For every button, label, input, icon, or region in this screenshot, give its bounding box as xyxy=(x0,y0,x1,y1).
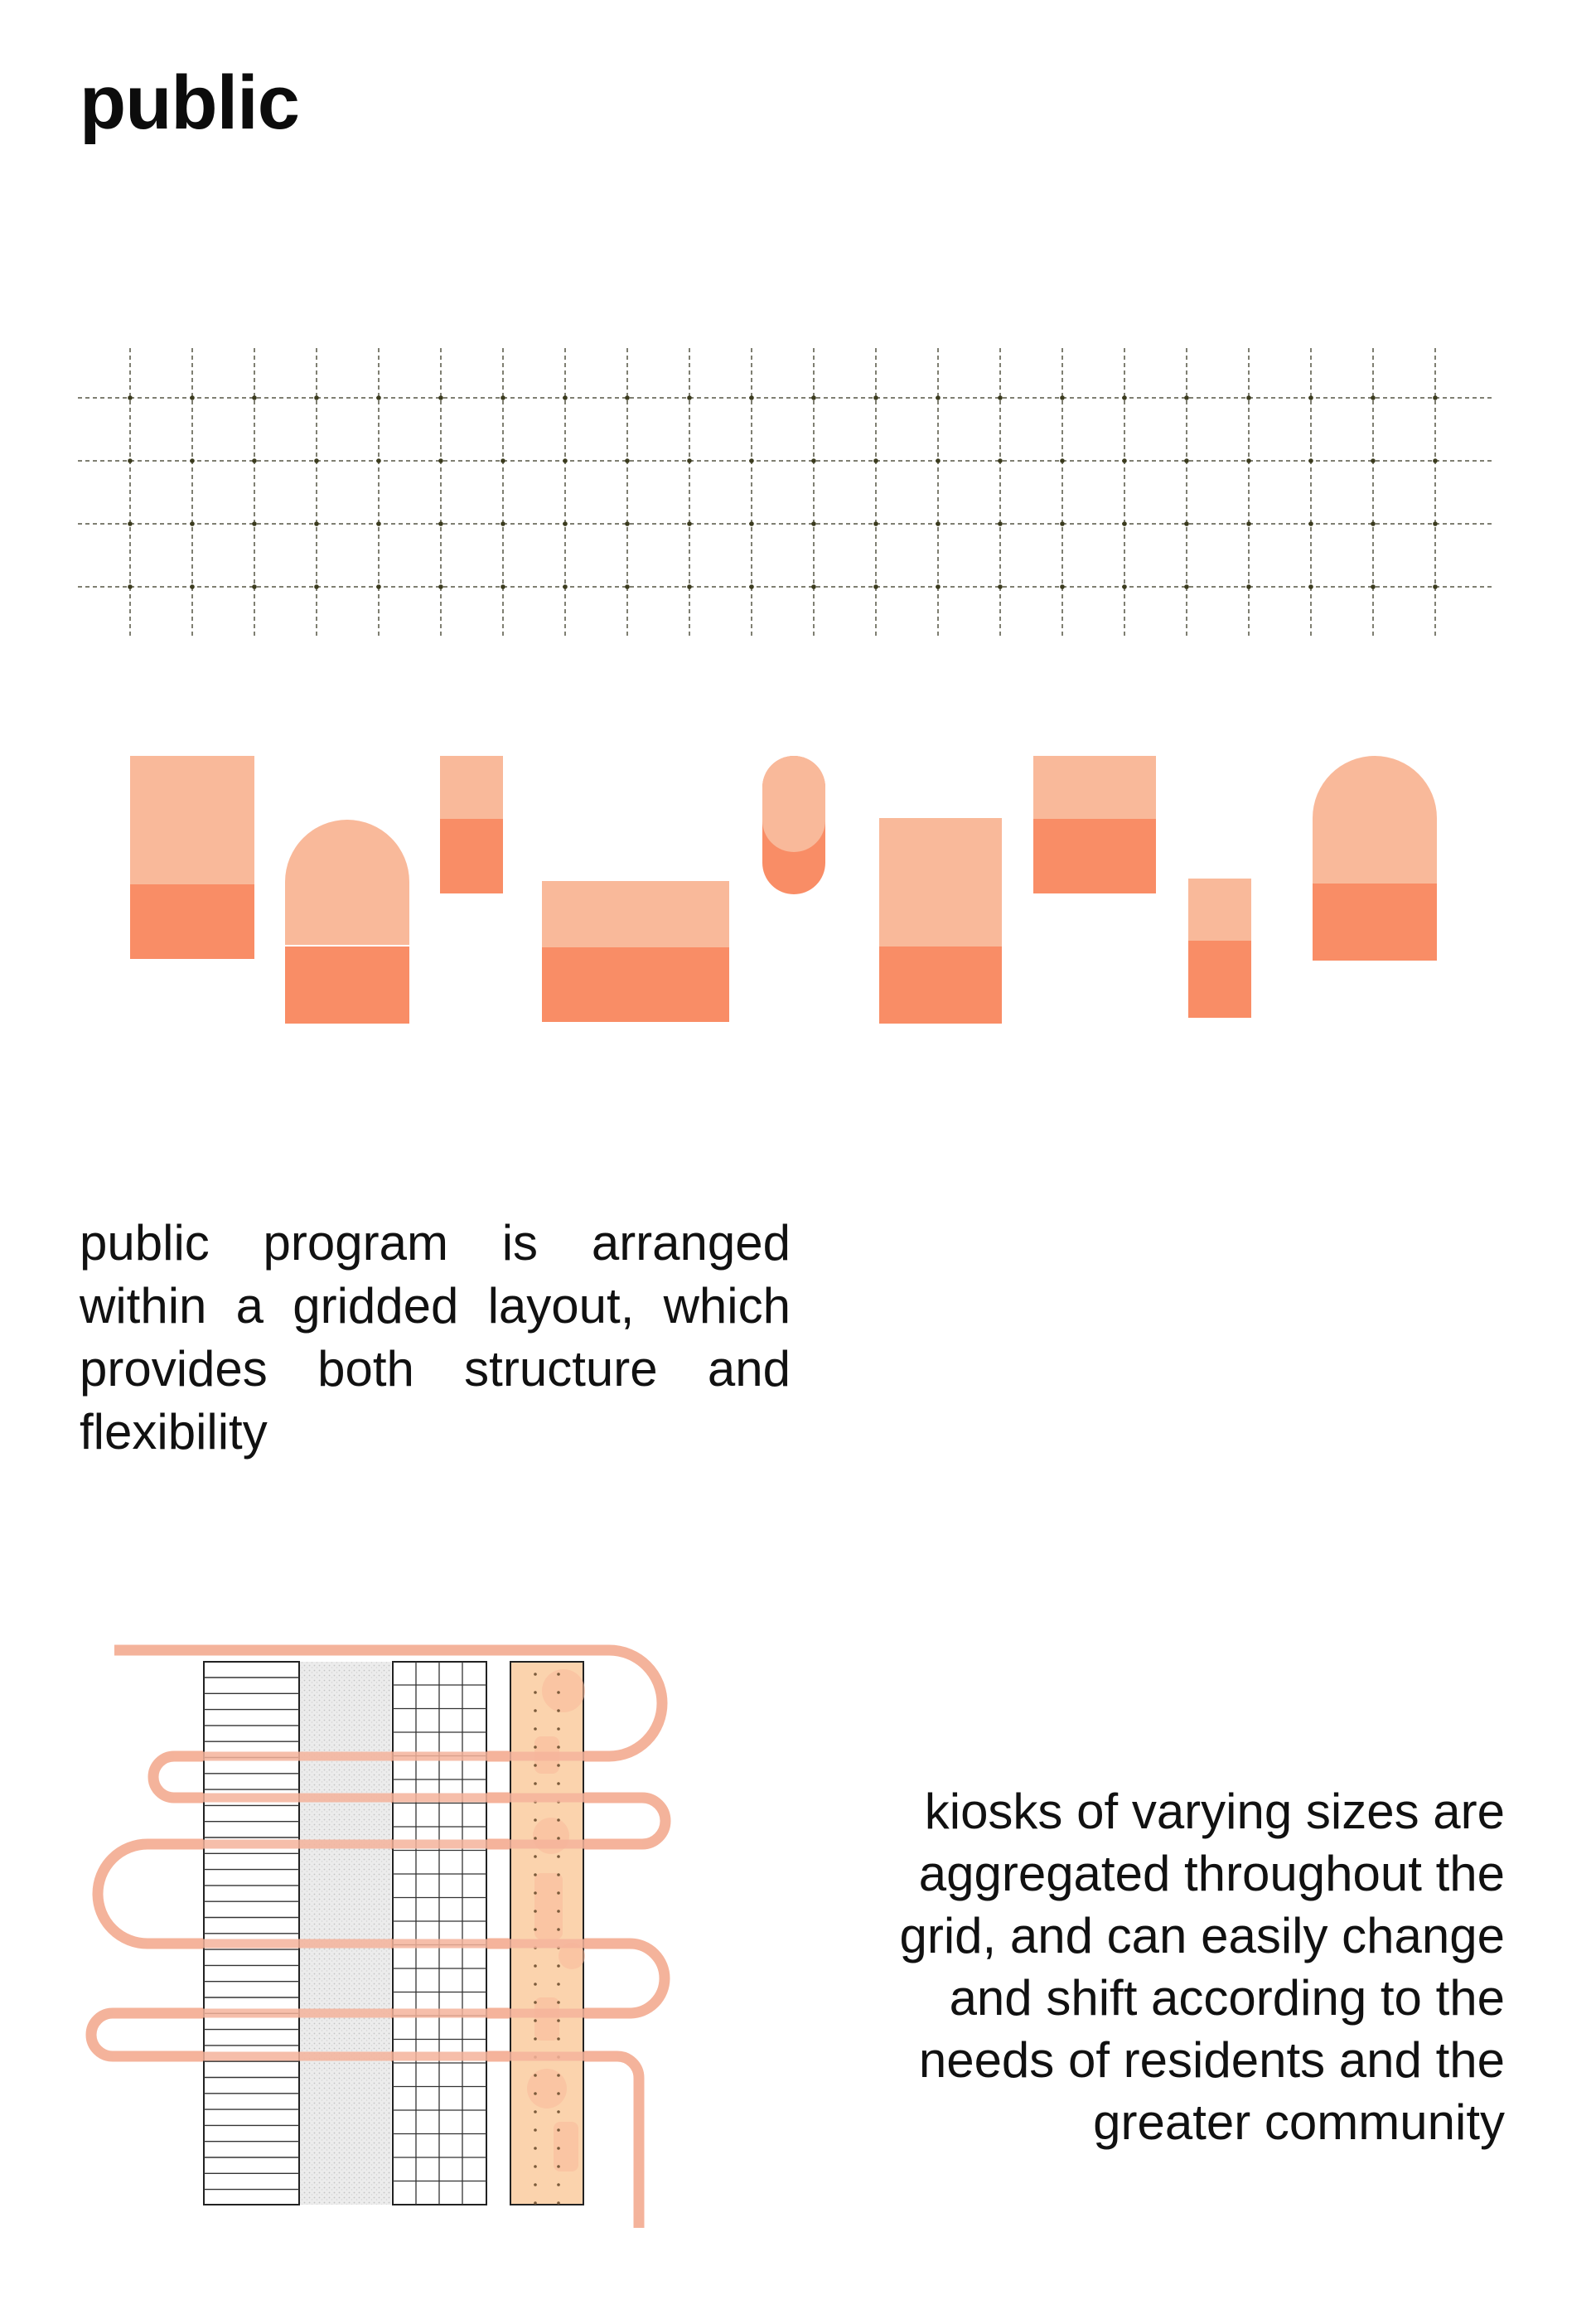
kiosk-8 xyxy=(1188,879,1251,1018)
grid-node xyxy=(687,458,692,463)
strip-fine-grid xyxy=(393,1662,486,2205)
grid-node xyxy=(128,521,133,526)
grid-node xyxy=(1371,584,1376,589)
grid-node xyxy=(625,521,630,526)
grid-node xyxy=(438,458,443,463)
kiosk-4 xyxy=(542,881,729,1022)
grid-node xyxy=(1060,458,1065,463)
grid-node xyxy=(563,395,568,400)
kiosk-description: kiosks of varying sizes are aggregated throughout the grid, and can easily change and shift according to the needs of residents and the greater community xyxy=(899,1784,1505,2150)
grid-node xyxy=(1433,395,1438,400)
kiosk-shapes-diagram xyxy=(0,729,1591,1044)
grid-node xyxy=(1246,458,1251,463)
grid-node xyxy=(190,584,195,589)
grid-node xyxy=(314,395,319,400)
grid-node xyxy=(998,521,1003,526)
grid-node xyxy=(563,521,568,526)
grid-node xyxy=(998,395,1003,400)
grid-node xyxy=(749,521,754,526)
grid-node xyxy=(1433,521,1438,526)
grid-node xyxy=(376,458,381,463)
grid-node xyxy=(438,521,443,526)
grid-node xyxy=(1184,521,1189,526)
grid-node xyxy=(811,458,816,463)
grid-node xyxy=(1308,395,1313,400)
grid-node xyxy=(252,584,257,589)
grid-node xyxy=(252,521,257,526)
grid-node xyxy=(563,458,568,463)
grid-node xyxy=(128,395,133,400)
grid-node xyxy=(1122,395,1127,400)
grid-node xyxy=(936,521,941,526)
grid-node xyxy=(625,584,630,589)
grid-node xyxy=(811,584,816,589)
grid-node xyxy=(1122,584,1127,589)
kiosk-2 xyxy=(285,820,409,1024)
grid-node xyxy=(936,584,941,589)
grid-node xyxy=(501,521,505,526)
grid-node xyxy=(1246,584,1251,589)
grid-node xyxy=(501,395,505,400)
grid-node xyxy=(1371,395,1376,400)
grid-node xyxy=(936,458,941,463)
grid-node xyxy=(252,395,257,400)
grid-node xyxy=(563,584,568,589)
grid-node xyxy=(749,584,754,589)
grid-node xyxy=(873,521,878,526)
grid-node xyxy=(190,395,195,400)
strip-stippled xyxy=(300,1662,391,2205)
grid-node xyxy=(1060,521,1065,526)
grid-node xyxy=(1122,458,1127,463)
grid-node xyxy=(625,395,630,400)
grid-lines xyxy=(78,348,1492,637)
grid-node xyxy=(811,395,816,400)
kiosk-5 xyxy=(762,756,825,894)
grid-node xyxy=(501,458,505,463)
kiosk-1 xyxy=(130,756,254,959)
grid-node xyxy=(128,584,133,589)
grid-node xyxy=(376,521,381,526)
grid-node xyxy=(190,521,195,526)
structural-grid-diagram xyxy=(0,332,1591,663)
grid-node xyxy=(1184,458,1189,463)
grid-node xyxy=(687,584,692,589)
grid-node xyxy=(501,584,505,589)
grid-node xyxy=(873,458,878,463)
page-title: public xyxy=(80,61,299,145)
grid-node xyxy=(1184,395,1189,400)
grid-node xyxy=(314,584,319,589)
grid-node xyxy=(1060,395,1065,400)
kiosk-3 xyxy=(440,756,503,893)
grid-node xyxy=(1308,458,1313,463)
kiosk-7 xyxy=(1033,756,1156,893)
grid-node xyxy=(998,458,1003,463)
kiosk-9 xyxy=(1313,756,1437,961)
grid-node xyxy=(376,584,381,589)
grid-node xyxy=(1371,458,1376,463)
grid-node xyxy=(811,521,816,526)
grid-node xyxy=(687,521,692,526)
grid-node xyxy=(936,395,941,400)
grid-node xyxy=(1060,584,1065,589)
grid-node xyxy=(314,521,319,526)
grid-node xyxy=(687,395,692,400)
grid-node xyxy=(1184,584,1189,589)
grid-node xyxy=(873,584,878,589)
grid-node xyxy=(314,458,319,463)
strip-kiosk-band xyxy=(510,1662,585,2205)
grid-node xyxy=(1371,521,1376,526)
grid-node xyxy=(1308,584,1313,589)
grid-node xyxy=(749,395,754,400)
grid-node xyxy=(376,395,381,400)
grid-node xyxy=(1246,521,1251,526)
program-description: public program is arranged within a gridded layout, which provides both structure and flexibility xyxy=(80,1215,791,1460)
grid-node xyxy=(1433,458,1438,463)
grid-node xyxy=(190,458,195,463)
grid-node xyxy=(1246,395,1251,400)
grid-node xyxy=(128,458,133,463)
grid-node xyxy=(438,584,443,589)
grid-node xyxy=(998,584,1003,589)
kiosk-6 xyxy=(879,818,1002,1024)
grid-node xyxy=(438,395,443,400)
grid-node xyxy=(1122,521,1127,526)
grid-node xyxy=(1308,521,1313,526)
grid-node xyxy=(749,458,754,463)
grid-node xyxy=(252,458,257,463)
grid-node xyxy=(873,395,878,400)
grid-node xyxy=(1433,584,1438,589)
grid-node xyxy=(625,458,630,463)
strip-horizontal-lined xyxy=(204,1662,299,2205)
